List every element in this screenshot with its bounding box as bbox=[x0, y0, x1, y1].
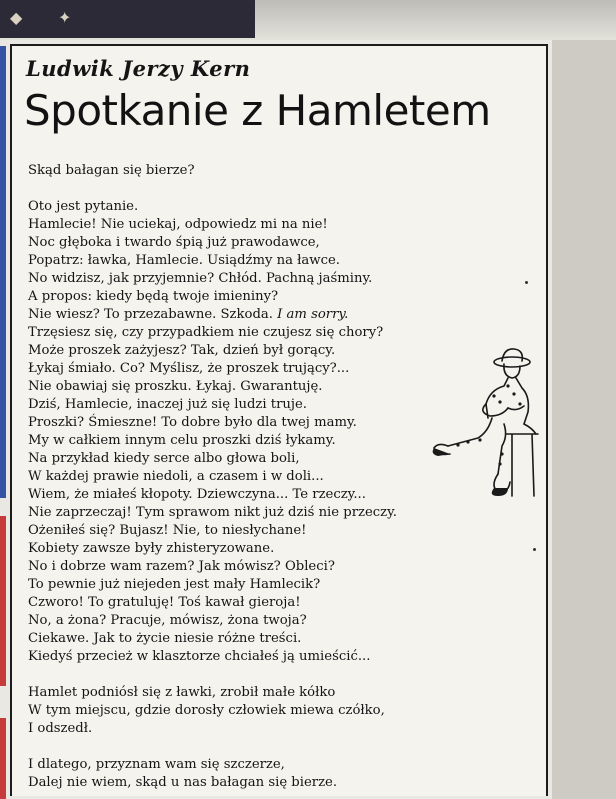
poem-line: Wiem, że miałeś kłopoty. Dziewczyna... Te rzeczy... bbox=[28, 487, 366, 502]
poem-line: W tym miejscu, gdzie dorosły człowiek miewa czółko, bbox=[28, 703, 385, 718]
poem-line: Może proszek zażyjesz? Tak, dzień był gorący. bbox=[28, 343, 336, 358]
poem-line: No, a żona? Pracuje, mówisz, żona twoja? bbox=[28, 613, 307, 628]
poem-line: Nie obawiaj się proszku. Łykaj. Gwarantuję. bbox=[28, 379, 323, 394]
poem-line: Hamlet podniósł się z ławki, zrobił małe kółko bbox=[28, 685, 336, 700]
author-name: Ludwik Jerzy Kern bbox=[26, 56, 251, 81]
poem-stanza bbox=[28, 162, 508, 180]
poem-line: Dziś, Hamlecie, inaczej już się ludzi truje. bbox=[28, 397, 307, 412]
page-margin bbox=[552, 40, 616, 799]
poem-line: Ciekawe. Jak to życie niesie różne treści. bbox=[28, 631, 302, 646]
poem-line-segment: Nie wiesz? To przezabawne. Szkoda. bbox=[28, 307, 278, 322]
poem-line: Kiedyś przecież w klasztorze chciałeś ją umieścić... bbox=[28, 649, 371, 664]
poem-line: No i dobrze wam razem? Jak mówisz? Obleci? bbox=[28, 559, 335, 574]
poem-line: Łykaj śmiało. Co? Myślisz, że proszek trujący?... bbox=[28, 361, 350, 376]
poem-line: W każdej prawie niedoli, a czasem i w doli... bbox=[28, 469, 324, 484]
top-dark-header-fragment bbox=[0, 0, 255, 38]
hamlet-sitting-illustration bbox=[428, 346, 544, 508]
poem-line: Hamlecie! Nie uciekaj, odpowiedz mi na nie! bbox=[28, 217, 328, 232]
poem-line: Popatrz: ławka, Hamlecie. Usiądźmy na ławce. bbox=[28, 253, 340, 268]
print-speck bbox=[525, 281, 528, 284]
left-color-band-red bbox=[0, 516, 6, 686]
left-color-band-blue bbox=[0, 46, 6, 498]
poem-line: I dlatego, przyznam wam się szczerze, bbox=[28, 757, 285, 772]
poem-line bbox=[28, 306, 508, 324]
left-color-band-red bbox=[0, 718, 6, 799]
poem-line-segment: I am sorry. bbox=[277, 307, 349, 322]
poem-line: Na przykład kiedy serce albo głowa boli, bbox=[28, 451, 300, 466]
poem-line: Proszki? Śmieszne! To dobre było dla twej mamy. bbox=[28, 415, 357, 430]
poem-line: Skąd bałagan się bierze? bbox=[28, 163, 195, 178]
poem-line: Ożeniłeś się? Bujasz! Nie, to niesłychane! bbox=[28, 523, 307, 538]
poem-line: Trzęsiesz się, czy przypadkiem nie czujesz się chory? bbox=[28, 325, 384, 340]
poem-line: Dalej nie wiem, skąd u nas bałagan się bierze. bbox=[28, 775, 338, 790]
poem-line: Czworo! To gratuluję! Toś kawał gieroja! bbox=[28, 595, 301, 610]
decorative-glyph: ✦ bbox=[58, 8, 72, 27]
poem-line: Noc głęboka i twardo śpią już prawodawce, bbox=[28, 235, 320, 250]
poem-line: I odszedł. bbox=[28, 721, 93, 736]
poem-line: Kobiety zawsze były zhisteryzowane. bbox=[28, 541, 275, 556]
article-title: Spotkanie z Hamletem bbox=[24, 86, 491, 135]
poem-line: My w całkiem innym celu proszki dziś łykamy. bbox=[28, 433, 336, 448]
poem-line: No widzisz, jak przyjemnie? Chłód. Pachną jaśminy. bbox=[28, 271, 373, 286]
poem-line: To pewnie już niejeden jest mały Hamlecik? bbox=[28, 577, 321, 592]
poem-line: Oto jest pytanie. bbox=[28, 199, 139, 214]
poem-line: A propos: kiedy będą twoje imieniny? bbox=[28, 289, 279, 304]
poem-line: Nie zaprzeczaj! Tym sprawom nikt już dziś nie przeczy. bbox=[28, 505, 397, 520]
print-speck bbox=[533, 548, 536, 551]
poem-stanza bbox=[28, 756, 508, 792]
decorative-glyph: ◆ bbox=[10, 8, 23, 27]
poem-stanza bbox=[28, 684, 508, 738]
